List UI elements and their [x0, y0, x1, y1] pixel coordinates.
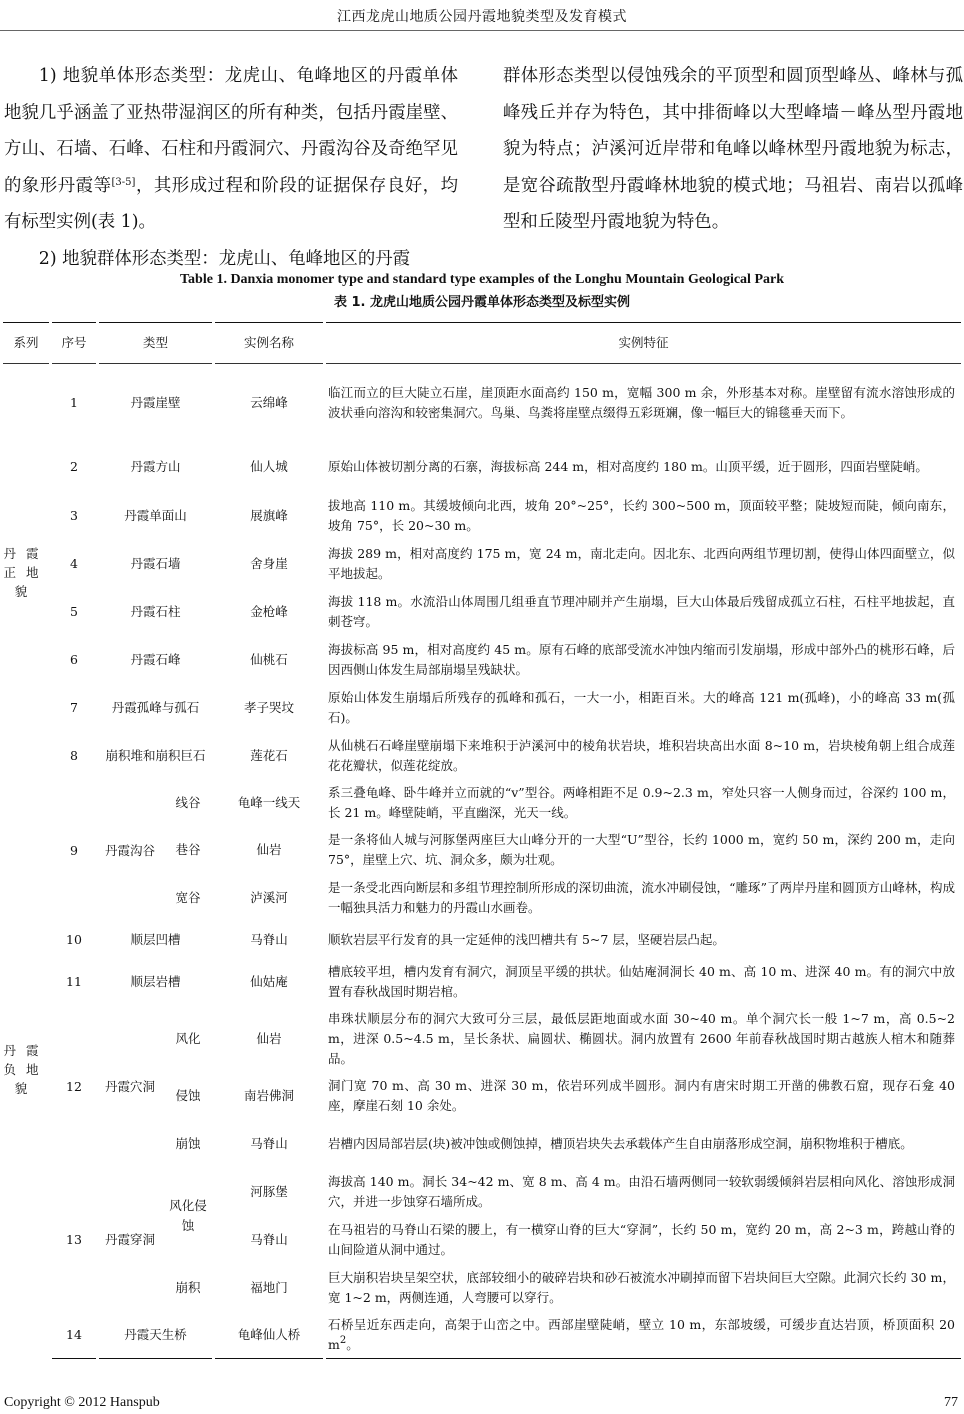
cell-no: 11 — [66, 974, 82, 989]
cell-type: 丹霞天生桥 — [99, 1312, 212, 1359]
cell-example: 舍身崖 — [250, 555, 288, 571]
cell-example: 仙岩 — [256, 1031, 282, 1046]
body-column-left — [4, 58, 458, 277]
cell-example: 马脊山 — [250, 1232, 288, 1247]
cell-features: 海拔高 140 m。洞长 34~42 m、宽 8 m、高 4 m。由沿石墙两侧同一较软弱缓倾斜岩层相向风化、溶蚀形成洞穴，并进一步蚀穿石墙所成。 — [328, 1174, 955, 1209]
header-rule — [0, 30, 964, 31]
cell-no: 6 — [70, 652, 78, 667]
paragraph-2-continued: 群体形态类型以侵蚀残余的平顶型和圆顶型峰丛、峰林与孤峰残丘并存为特色，其中排衙峰以大型峰墙－峰丛型丹霞地貌为特点；泸溪河近岸带和龟峰以峰林型丹霞地貌为标志，是宽谷疏散型丹霞峰林地貌的模式地；马祖岩、南岩以孤峰型和丘陵型丹霞地貌为特色。 — [503, 66, 963, 232]
cell-example: 莲花石 — [250, 748, 288, 763]
table-row — [3, 441, 961, 493]
header-example: 实例名称 — [215, 322, 323, 364]
table-row — [3, 539, 961, 588]
cell-example: 马脊山 — [250, 1136, 288, 1151]
cell-subtype: 巷谷 — [175, 842, 201, 857]
cell-features: 拔地高 110 m。其缓坡倾向北西，坡角 20°~25°，长约 300~500 m，顶面较平整；陡坡短而陡，倾向南东，坡角 75°，长 20~30 m。 — [328, 498, 955, 533]
cell-no: 9 — [70, 843, 78, 858]
cell-no: 1 — [70, 394, 78, 410]
cell-type: 丹霞穿洞 — [104, 1232, 155, 1247]
system-negative: 丹霞负地貌 — [3, 1043, 49, 1096]
cell-example: 马脊山 — [250, 932, 288, 947]
cell-features: 海拔 289 m，相对高度约 175 m，宽 24 m，南北走向。因北东、北西向两组节理切割，使得山体四面壁立，似平地拔起。 — [328, 545, 955, 581]
running-title: 江西龙虎山地质公园丹霞地貌类型及发育模式 — [337, 9, 627, 25]
cell-features: 原始山体发生崩塌后所残存的孤峰和孤石，一大一小，相距百米。大的峰高 121 m(孤峰)，小的峰高 33 m(孤石)。 — [328, 690, 955, 725]
citation: [3-5] — [111, 176, 136, 188]
table-row — [3, 780, 961, 826]
table-row — [3, 958, 961, 1006]
table-row — [3, 1312, 961, 1359]
table-row — [3, 364, 961, 441]
cell-example: 云绵峰 — [250, 394, 288, 410]
cell-type: 丹霞石峰 — [130, 652, 181, 667]
cell-features: 岩槽内因局部岩层(块)被冲蚀或侧蚀掉，槽顶岩块失去承载体产生自由崩落形成空洞，崩积物堆积于槽底。 — [328, 1136, 913, 1151]
cell-example: 南岩佛洞 — [243, 1088, 294, 1103]
cell-example: 展旗峰 — [250, 508, 288, 523]
cell-no: 8 — [70, 748, 78, 763]
features-text-a: 石桥呈近东西走向，高架于山峦之中。西部崖壁陡峭，壁立 10 m，东部坡缓，可缓步直达岩顶，桥顶面积 20 m — [328, 1317, 955, 1352]
paragraph-1 — [4, 58, 458, 241]
cell-type: 丹霞石柱 — [130, 604, 181, 619]
cell-no: 12 — [66, 1079, 82, 1094]
body-column-right — [503, 58, 963, 241]
cell-features: 洞门宽 70 m、高 30 m、进深 30 m，依岩环列成半圆形。洞内有唐宋时期工开凿的佛教石窟，现存石龛 40 座，摩崖石刻 10 余处。 — [328, 1078, 955, 1113]
superscript: 2 — [339, 1335, 347, 1346]
cell-type: 崩积堆和崩积巨石 — [105, 748, 206, 763]
header-type: 类型 — [99, 322, 212, 364]
table-row — [3, 684, 961, 732]
cell-example: 泸溪河 — [250, 890, 288, 905]
cell-subtype: 线谷 — [175, 795, 201, 810]
table-row — [3, 493, 961, 539]
cell-features: 巨大崩积岩块呈架空状，底部较细小的破碎岩块和砂石被流水冲刷掉而留下岩块间巨大空隙。此洞穴长约 30 m，宽 1~2 m，两侧连通，人弯腰可以穿行。 — [328, 1270, 955, 1305]
cell-features: 在马祖岩的马脊山石梁的腰上，有一横穿山脊的巨大“穿洞”，长约 50 m，宽约 20 m，高 2~3 m，跨越山脊的山间险道从洞中通过。 — [328, 1222, 955, 1257]
copyright-notice: Copyright © 2012 Hanspub — [4, 1395, 160, 1410]
cell-features: 槽底较平坦，槽内发育有洞穴，洞顶呈平缓的拱状。仙姑庵洞洞长 40 m、高 10 m、进深 40 m。有的洞穴中放置有春秋战国时期岩棺。 — [328, 964, 955, 999]
cell-subtype: 崩蚀 — [175, 1136, 201, 1151]
header-system: 系列 — [3, 322, 49, 364]
para1-text-a: 1) 地貌单体形态类型：龙虎山、龟峰地区的丹霞单体地貌几乎涵盖了亚热带湿润区的所有种类，包括丹霞崖壁、方山、石墙、石峰、石柱和丹霞洞穴、丹霞沟谷及奇绝罕见的象形丹霞等 — [4, 66, 458, 196]
cell-type: 丹霞孤峰与孤石 — [111, 700, 200, 715]
table-row — [3, 1006, 961, 1072]
cell-features — [326, 1312, 961, 1359]
cell-example: 龟峰仙人桥 — [215, 1312, 323, 1359]
header-features: 实例特征 — [326, 322, 961, 364]
cell-type: 丹霞石墙 — [130, 555, 181, 571]
cell-features: 串珠状顺层分布的洞穴大致可分三层，最低层距地面或水面 30~40 m。单个洞穴长一般 1~7 m，高 0.5~2 m，进深 0.5~4.5 m，呈长条状、扁圆状、椭圆状。洞内放置有 2600 年前春秋战国时期古越族人棺木和随葬品。 — [328, 1011, 955, 1066]
cell-no: 2 — [70, 459, 78, 474]
cell-subtype: 崩积 — [175, 1280, 201, 1295]
table-row — [3, 732, 961, 780]
cell-example: 仙桃石 — [250, 652, 288, 667]
cell-type: 丹霞方山 — [130, 459, 181, 474]
cell-example: 仙岩 — [256, 842, 282, 857]
table-row — [3, 636, 961, 684]
cell-type: 丹霞穴洞 — [104, 1079, 155, 1094]
table-header-row — [3, 322, 961, 364]
cell-no: 5 — [70, 604, 78, 619]
cell-features: 是一条将仙人城与河豚堡两座巨大山峰分开的一大型“U”型谷，长约 1000 m，宽约 50 m，深约 200 m，走向 75°，崖壁上穴、坑、洞众多，颇为壮观。 — [328, 832, 955, 867]
cell-features: 从仙桃石石峰崖壁崩塌下来堆积于泸溪河中的棱角状岩块，堆积岩块高出水面 8~10 m，岩块棱角朝上组合成莲花花瓣状，似莲花绽放。 — [328, 738, 955, 773]
cell-type: 丹霞单面山 — [124, 508, 187, 523]
cell-features: 海拔 118 m。水流沿山体周围几组垂直节理冲刷并产生崩塌，巨大山体最后残留成孤立石柱，石柱平地拔起，直刺苍穹。 — [328, 594, 955, 629]
cell-example: 仙姑庵 — [250, 974, 288, 989]
cell-type: 顺层凹槽 — [130, 932, 181, 947]
cell-example: 孝子哭坟 — [243, 700, 294, 715]
cell-no: 10 — [66, 932, 82, 947]
cell-features: 顺软岩层平行发育的具一定延伸的浅凹槽共有 5~7 层，坚硬岩层凸起。 — [328, 932, 725, 947]
cell-no: 4 — [70, 555, 78, 571]
cell-subtype: 宽谷 — [175, 890, 201, 905]
cell-type: 顺层岩槽 — [130, 974, 181, 989]
cell-subtype: 侵蚀 — [175, 1088, 201, 1103]
table-row — [3, 922, 961, 958]
page-number: 77 — [944, 1395, 958, 1410]
cell-no: 7 — [70, 700, 78, 715]
cell-features: 是一条受北西向断层和多组节理控制所形成的深切曲流，流水冲刷侵蚀，“雕琢”了两岸丹崖和圆顶方山峰林，构成一幅独具活力和魅力的丹霞山水画卷。 — [328, 880, 955, 915]
cell-subtype: 风化侵蚀 — [169, 1198, 207, 1233]
features-text-b: 。 — [346, 1337, 359, 1352]
cell-example: 仙人城 — [250, 459, 288, 474]
cell-features: 临江而立的巨大陡立石崖，崖顶距水面高约 150 m，宽幅 300 m 余，外形基本对称。崖壁留有流水溶蚀形成的波状垂向溶沟和较密集洞穴。鸟巢、鸟粪将崖壁点缀得五彩斑斓，像一幅巨大的锦毯垂天而下。 — [328, 384, 955, 420]
cell-no: 13 — [66, 1232, 82, 1247]
cell-example: 福地门 — [250, 1280, 288, 1295]
cell-no: 14 — [52, 1312, 96, 1359]
table-caption-english: Table 1. Danxia monomer type and standard type examples of the Longhu Mountain Geological Park — [180, 272, 784, 287]
cell-example: 金枪峰 — [250, 604, 288, 619]
cell-features: 系三叠龟峰、卧牛峰并立而就的“v”型谷。两峰相距不足 0.9~2.3 m，窄处只容一人侧身而过，谷深约 100 m，长 21 m。峰壁陡峭，平直幽深，光天一线。 — [328, 785, 955, 820]
table-row — [3, 1168, 961, 1216]
cell-example: 龟峰一线天 — [237, 795, 301, 810]
cell-features: 原始山体被切割分离的石寨，海拔标高 244 m，相对高度约 180 m。山顶平缓，近于圆形，四面岩壁陡峭。 — [328, 459, 928, 474]
cell-type: 丹霞沟谷 — [104, 843, 155, 858]
paragraph-2: 2) 地貌群体形态类型：龙虎山、龟峰地区的丹霞 — [38, 248, 410, 269]
system-positive: 丹霞正地貌 — [3, 545, 49, 599]
cell-subtype: 风化 — [175, 1031, 201, 1046]
cell-no: 3 — [70, 508, 78, 523]
header-no: 序号 — [52, 322, 96, 364]
table-caption-chinese: 表 1. 龙虎山地质公园丹霞单体形态类型及标型实例 — [333, 295, 631, 310]
cell-example: 河豚堡 — [250, 1184, 288, 1199]
para1-text-b: ，其形成过程和阶段的证据保存良好，均有标型实例(表 1)。 — [4, 175, 458, 232]
cell-features: 海拔标高 95 m，相对高度约 45 m。原有石峰的底部受流水冲蚀内缩而引发崩塌，形成中部外凸的桃形石峰，后因西侧山体发生局部崩塌呈残缺状。 — [328, 642, 955, 677]
cell-type: 丹霞崖壁 — [130, 394, 181, 410]
table-row — [3, 588, 961, 636]
danxia-type-table — [0, 322, 964, 1359]
